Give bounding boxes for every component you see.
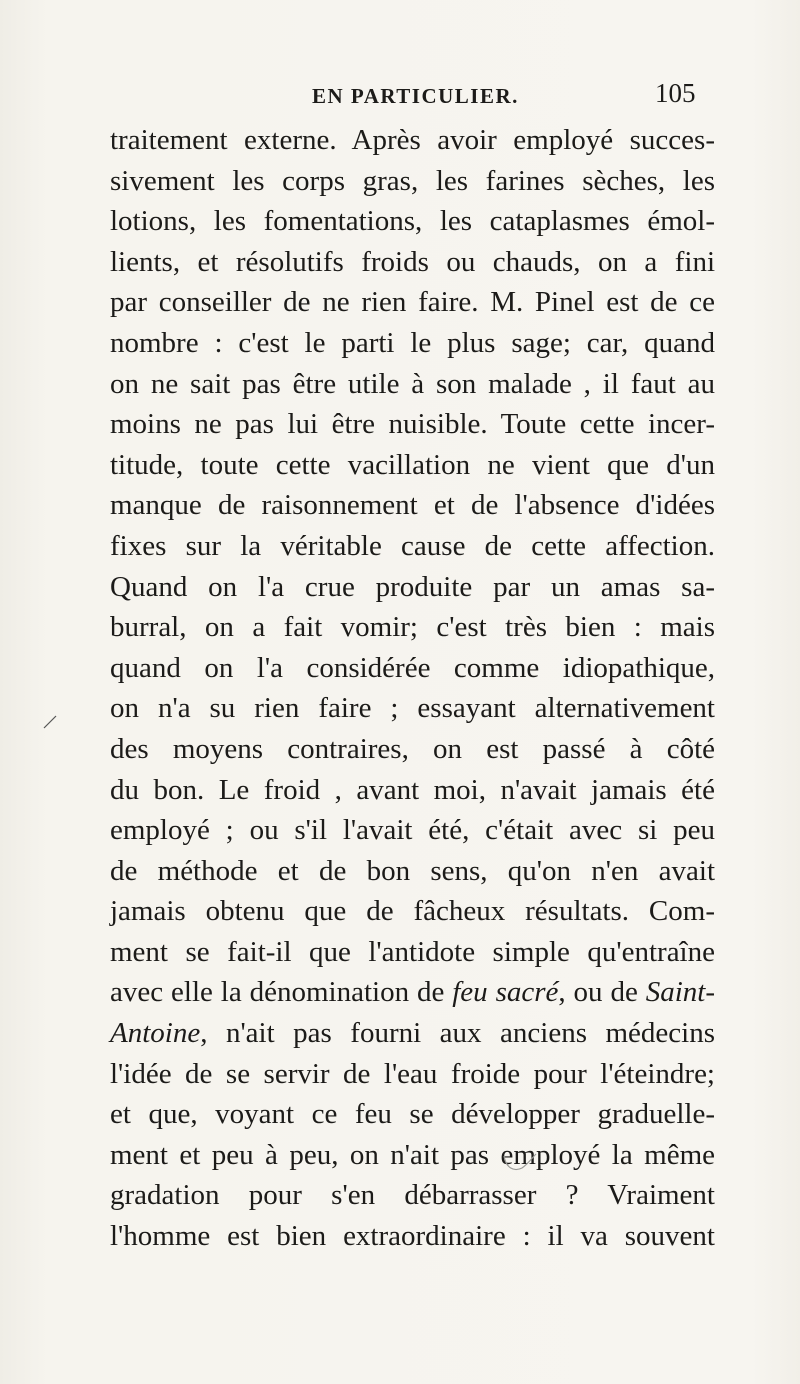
body-text: [110, 120, 715, 1257]
text-line: ment se fait-il que l'antidote simple qu'entraîne: [110, 935, 715, 968]
text-line: quand on l'a considérée comme idiopathique,: [110, 651, 715, 684]
text-line: moins ne pas lui être nuisible. Toute cette incer-: [110, 408, 715, 441]
text-line: et que, voyant ce feu se développer graduelle-: [110, 1098, 715, 1131]
text-line: de méthode et de bon sens, qu'on n'en avait: [110, 854, 715, 887]
text-line-with-italics: [110, 1013, 715, 1054]
text-line: ment et peu à peu, on n'ait pas employé la même: [110, 1138, 715, 1171]
running-title: EN PARTICULIER.: [312, 84, 519, 108]
running-head: [0, 76, 800, 110]
text-line: l'homme est bien extraordinaire : il va souvent: [110, 1220, 715, 1253]
italic-term-feu-sacre: feu sacré: [452, 976, 559, 1009]
text-line: manque de raisonnement et de l'absence d'idées: [110, 489, 715, 522]
text-segment: , n'ait pas fourni aux anciens médecins: [200, 1017, 715, 1050]
text-line: burral, on a fait vomir; c'est très bien : mais: [110, 611, 715, 644]
text-line: des moyens contraires, on est passé à côté: [110, 732, 715, 765]
text-segment: avec elle la dénomination de: [110, 976, 453, 1009]
text-line-with-italics: [110, 972, 715, 1013]
text-line: gradation pour s'en débarrasser ? Vraiment: [110, 1179, 715, 1212]
text-line: Quand on l'a crue produite par un amas sa-: [110, 570, 715, 603]
text-line: sivement les corps gras, les farines sèches, les: [110, 164, 715, 197]
text-line: titude, toute cette vacillation ne vient que d'un: [110, 448, 715, 481]
italic-term-antoine: Antoine: [110, 1017, 201, 1050]
italic-term-saint: Saint-: [645, 976, 716, 1009]
margin-tick-mark: [42, 712, 60, 730]
text-line: fixes sur la véritable cause de cette affection.: [110, 529, 715, 562]
text-line: par conseiller de ne rien faire. M. Pinel est de ce: [110, 286, 715, 319]
text-line: on ne sait pas être utile à son malade , il faut au: [110, 367, 715, 400]
text-line: lients, et résolutifs froids ou chauds, on a fini: [110, 245, 715, 278]
text-line: on n'a su rien faire ; essayant alternativement: [110, 692, 715, 725]
text-line: du bon. Le froid , avant moi, n'avait jamais été: [110, 773, 715, 806]
pencil-squiggle: [500, 1150, 540, 1174]
page-number: 105: [655, 78, 696, 108]
text-line: nombre : c'est le parti le plus sage; car, quand: [110, 326, 715, 359]
text-line: traitement externe. Après avoir employé succes-: [110, 124, 715, 156]
text-line: jamais obtenu que de fâcheux résultats. Com-: [110, 895, 715, 928]
text-line: l'idée de se servir de l'eau froide pour l'éteindre;: [110, 1057, 715, 1090]
text-line: employé ; ou s'il l'avait été, c'était avec si peu: [110, 814, 715, 847]
text-line: lotions, les fomentations, les cataplasmes émol-: [110, 205, 715, 238]
text-segment: , ou de: [558, 976, 646, 1009]
